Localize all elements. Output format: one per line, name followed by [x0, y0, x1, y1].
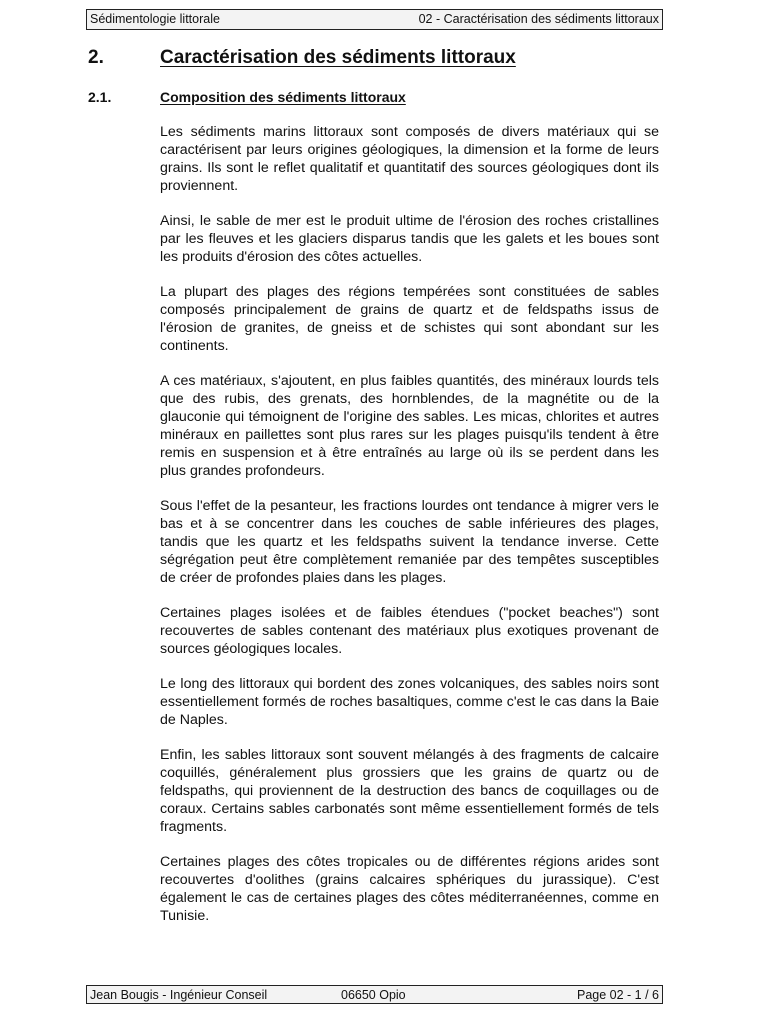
footer-location: 06650 Opio	[341, 988, 406, 1002]
paragraph: Le long des littoraux qui bordent des zones volcaniques, des sables noirs sont essentiellement formés de roches basaltiques, comme c'est le cas dans la Baie de Naples.	[160, 676, 659, 728]
paragraph: Les sédiments marins littoraux sont composés de divers matériaux qui se caractérisent par leurs origines géologiques, la dimension et la forme de leurs grains. Ils sont le reflet qualitatif et quantitatif des sources géologiques dont ils proviennent.	[160, 124, 659, 194]
paragraph: Sous l'effet de la pesanteur, les fractions lourdes ont tendance à migrer vers le bas et à se concentrer dans les couches de sable inférieures des plages, tandis que les quartz et les feldspaths suivent la tendance inverse. Cette ségrégation peut être complètement remaniée par des tempêtes susceptibles de créer de profondes plaies dans les plages.	[160, 498, 659, 586]
paragraph: Certaines plages isolées et de faibles étendues ("pocket beaches") sont recouvertes de sables contenant des matériaux plus exotiques provenant de sources géologiques locales.	[160, 605, 659, 657]
page-footer	[86, 985, 663, 1004]
chapter-title: Caractérisation des sédiments littoraux	[160, 47, 516, 68]
paragraph: Enfin, les sables littoraux sont souvent mélangés à des fragments de calcaire coquillés, généralement plus grossiers que les grains de quartz ou de feldspaths, qui proviennent de la destruction des bancs de coquillages ou de coraux. Certains sables carbonatés sont même essentiellement formés de tels fragments.	[160, 747, 659, 835]
paragraph: Certaines plages des côtes tropicales ou de différentes régions arides sont recouvertes d'oolithes (grains calcaires sphériques du jurassique). C'est également le cas de certaines plages des côtes méditerranéennes, comme en Tunisie.	[160, 854, 659, 924]
paragraph: A ces matériaux, s'ajoutent, en plus faibles quantités, des minéraux lourds tels que des rubis, des grenats, des hornblendes, de la magnétite ou de la glauconie qui témoignent de l'origine des sables. Les micas, chlorites et autres minéraux en paillettes sont plus rares sur les plages puisqu'ils tendent à être remis en suspension et à être entraînés au large où ils se perdent dans les plus grandes profondeurs.	[160, 373, 659, 479]
chapter-number: 2.	[88, 47, 104, 68]
section-number: 2.1.	[88, 89, 112, 105]
paragraph: Ainsi, le sable de mer est le produit ultime de l'érosion des roches cristallines par les fleuves et les glaciers disparus tandis que les galets et les boues sont les produits d'érosion des côtes actuelles.	[160, 213, 659, 265]
footer-page-number: Page 02 - 1 / 6	[576, 988, 659, 1002]
header-document-title: Sédimentologie littorale	[90, 12, 220, 27]
section-title: Composition des sédiments littoraux	[160, 89, 406, 105]
header-chapter-title: 02 - Caractérisation des sédiments littoraux	[418, 12, 659, 27]
page-header	[86, 9, 663, 30]
paragraph: La plupart des plages des régions tempérées sont constituées de sables composés principalement de grains de quartz et de feldspaths issus de l'érosion de granites, de gneiss et de schistes qui sont abondant sur les continents.	[160, 284, 659, 354]
footer-author: Jean Bougis - Ingénieur Conseil	[90, 988, 268, 1002]
body-text	[160, 123, 659, 942]
